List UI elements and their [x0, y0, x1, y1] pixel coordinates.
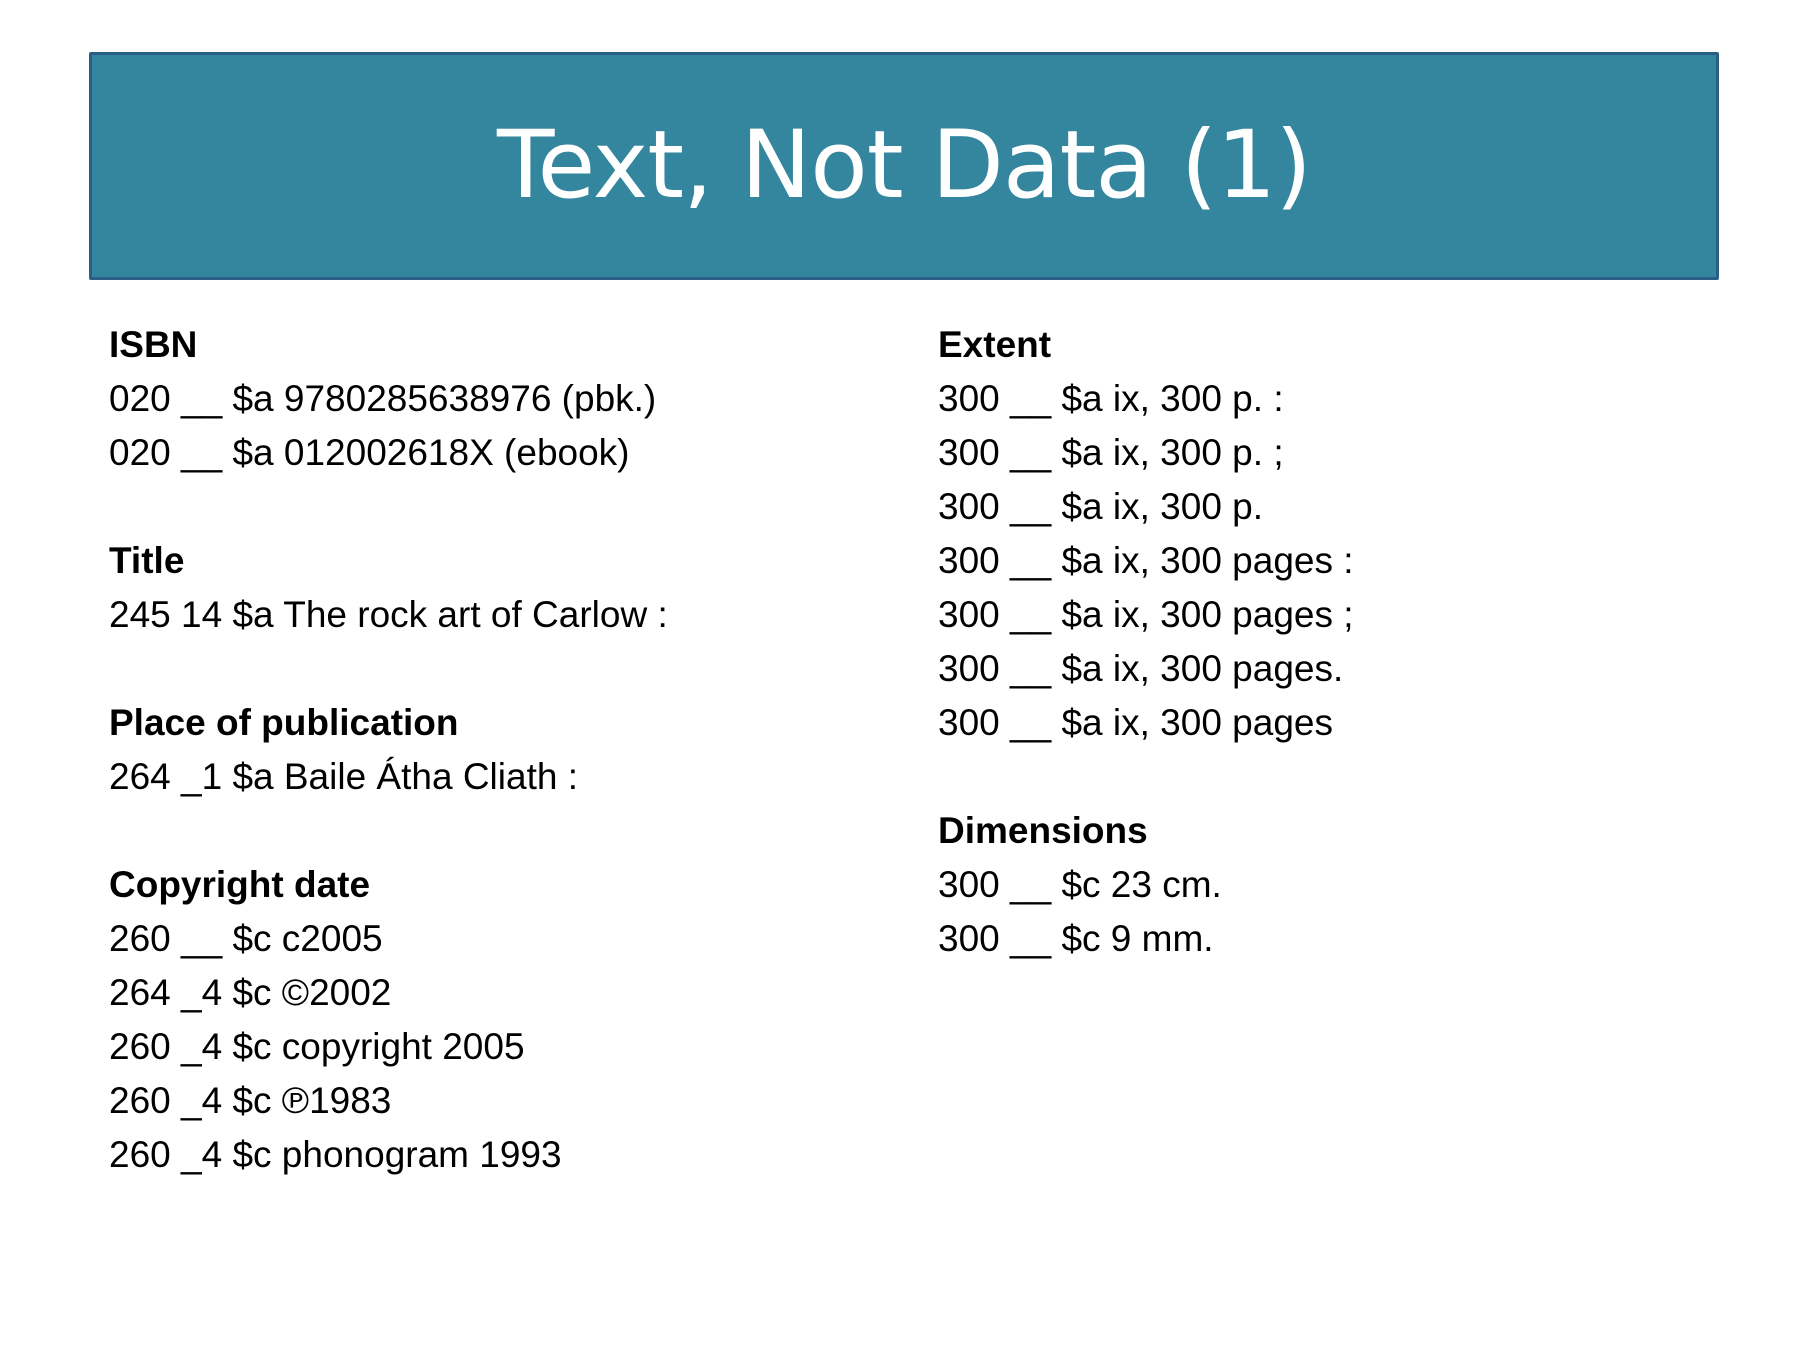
section-heading: Place of publication	[109, 702, 459, 743]
title-bar	[89, 52, 1719, 280]
marc-line: 264 _1 $a Baile Átha Cliath :	[109, 756, 578, 797]
section-title	[109, 534, 929, 642]
section-dimensions	[938, 804, 1738, 966]
section-isbn	[109, 318, 929, 480]
marc-line-list	[109, 750, 929, 804]
section-heading: Extent	[938, 324, 1052, 365]
marc-line: 300 __ $a ix, 300 p.	[938, 486, 1264, 527]
section-extent	[938, 318, 1738, 750]
marc-line-list	[109, 912, 929, 1182]
marc-line: 300 __ $a ix, 300 p. ;	[938, 432, 1284, 473]
section-heading: Copyright date	[109, 864, 371, 905]
marc-line: 300 __ $a ix, 300 pages.	[938, 648, 1344, 689]
marc-line: 300 __ $a ix, 300 pages :	[938, 540, 1354, 581]
slide-title: Text, Not Data (1)	[497, 111, 1311, 220]
right-column	[938, 318, 1738, 1020]
marc-line: 260 _4 $c copyright 2005	[109, 1026, 525, 1067]
marc-line: 300 __ $a ix, 300 pages ;	[938, 594, 1354, 635]
marc-line-list	[938, 372, 1738, 750]
left-column	[109, 318, 929, 1236]
section-heading: ISBN	[109, 324, 198, 365]
marc-line-list	[938, 858, 1738, 966]
marc-line-list	[109, 588, 929, 642]
marc-line: 260 _4 $c phonogram 1993	[109, 1134, 562, 1175]
marc-line: 260 __ $c c2005	[109, 918, 383, 959]
marc-line: 260 _4 $c ℗1983	[109, 1080, 392, 1121]
marc-line: 020 __ $a 012002618X (ebook)	[109, 432, 630, 473]
section-place-of-publication	[109, 696, 929, 804]
marc-line: 300 __ $a ix, 300 pages	[938, 702, 1333, 743]
marc-line: 020 __ $a 9780285638976 (pbk.)	[109, 378, 657, 419]
marc-line-list	[109, 372, 929, 480]
section-heading: Title	[109, 540, 185, 581]
marc-line: 300 __ $c 23 cm.	[938, 864, 1222, 905]
marc-line: 300 __ $a ix, 300 p. :	[938, 378, 1284, 419]
section-heading: Dimensions	[938, 810, 1148, 851]
marc-line: 300 __ $c 9 mm.	[938, 918, 1214, 959]
marc-line: 264 _4 $c ©2002	[109, 972, 392, 1013]
marc-line: 245 14 $a The rock art of Carlow :	[109, 594, 668, 635]
section-copyright-date	[109, 858, 929, 1182]
